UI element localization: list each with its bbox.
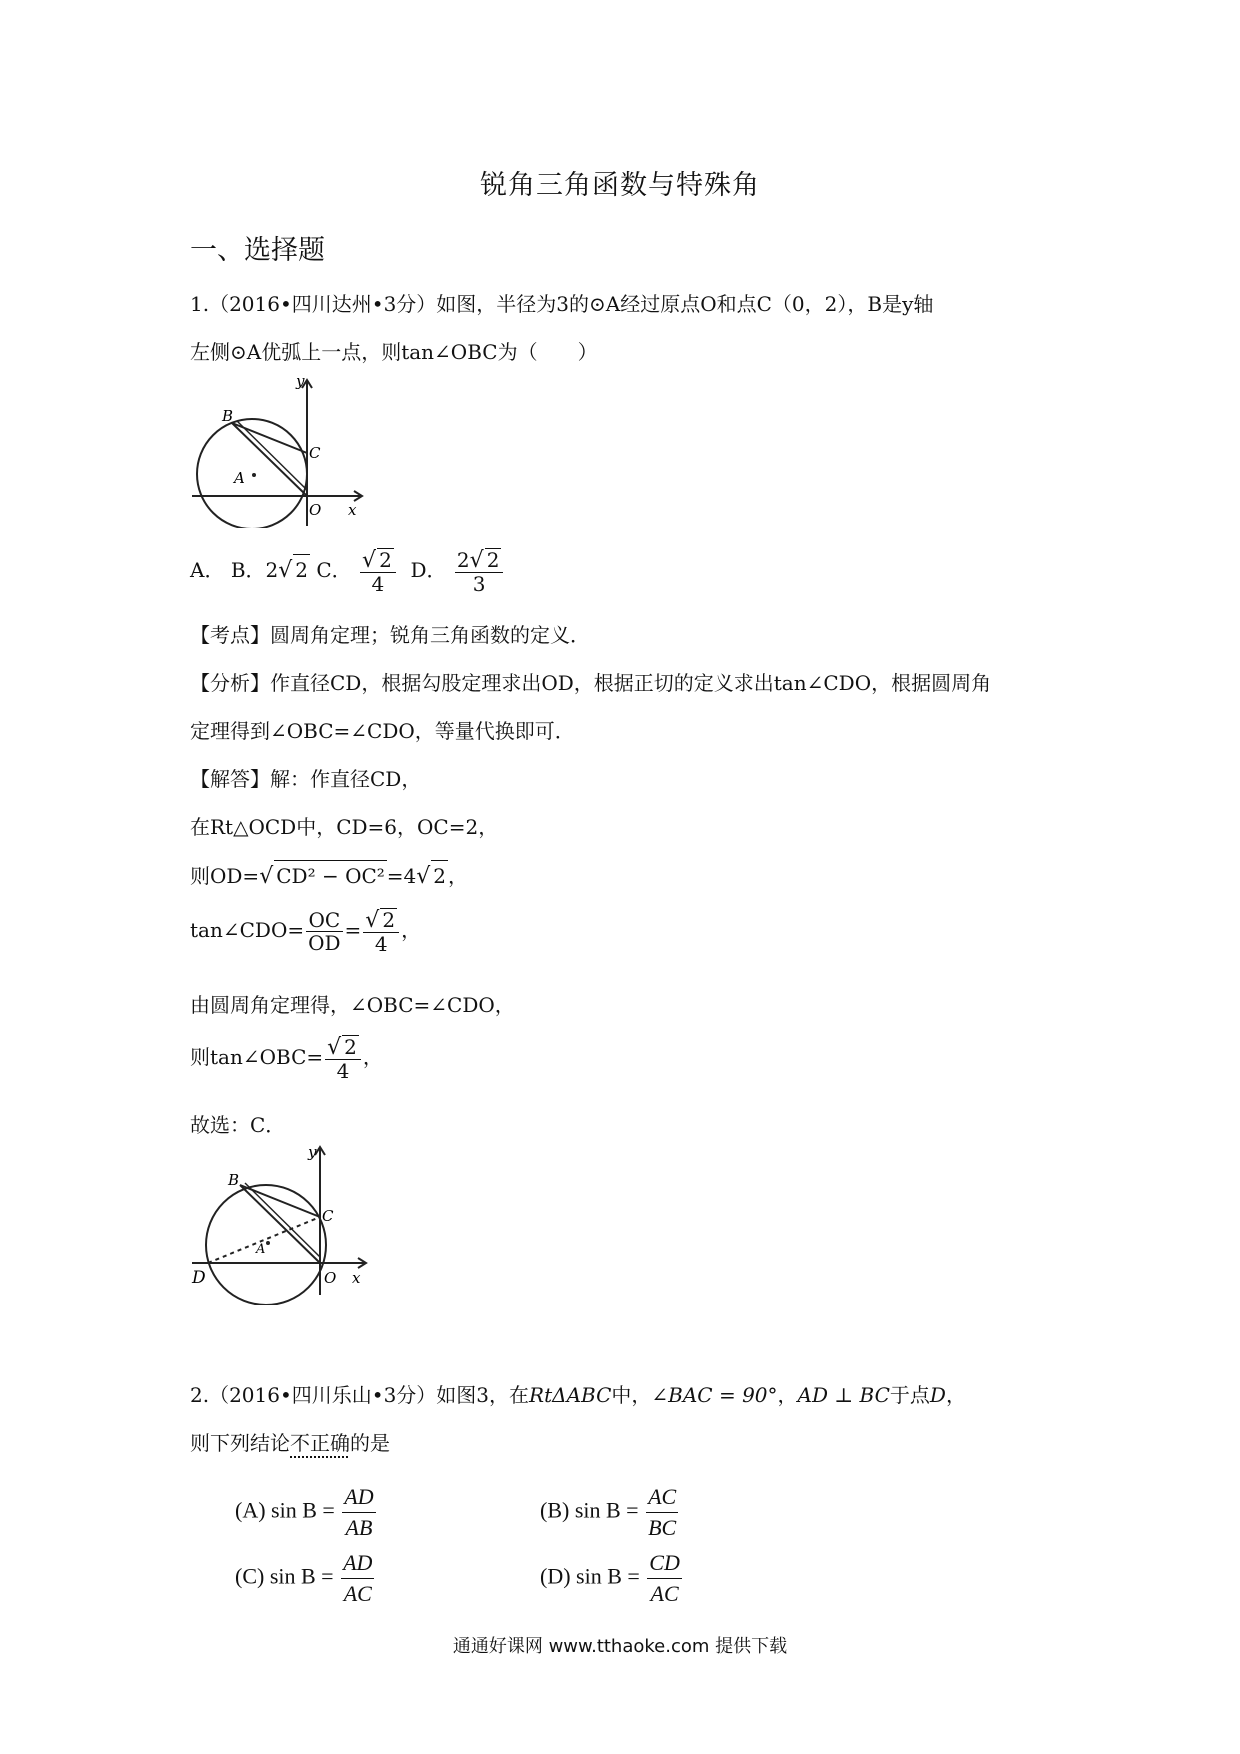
option-a: A． bbox=[190, 558, 225, 582]
q1-kaodian: 【考点】圆周角定理；锐角三角函数的定义． bbox=[190, 623, 590, 647]
option-d-fraction: $\frac{2√ 2}{3}$ bbox=[455, 548, 504, 595]
q1-step4: 由圆周角定理得，∠OBC=∠CDO， bbox=[190, 993, 515, 1017]
label-o: O bbox=[309, 501, 322, 519]
label-b-2: B bbox=[228, 1171, 240, 1189]
q2-option-d: (D) sin B = $\frac{CD}{AC}$ bbox=[540, 1550, 680, 1606]
label-x-2: x bbox=[352, 1269, 361, 1287]
q1-stem-line2: 左侧⊙A优弧上一点，则tan∠OBC为（ ） bbox=[190, 340, 598, 364]
q1-options: A． B．2√ 2 C． $\frac{√ 2}{4}$ D． $\frac{2√ 2}{3}$ bbox=[190, 548, 505, 595]
label-a-2: A bbox=[256, 1242, 266, 1257]
label-y: y bbox=[296, 378, 305, 390]
option-d: D． bbox=[410, 558, 447, 582]
q2-stem-line1: 2.（2016•四川乐山•3分）如图3，在RtΔABC中，∠BAC = 90°，AD ⊥ BC于点D， bbox=[190, 1383, 966, 1407]
q1-step1: 在Rt△OCD中，CD=6，OC=2， bbox=[190, 815, 499, 839]
label-b: B bbox=[222, 407, 234, 425]
q1-answer: 故选：C． bbox=[190, 1113, 286, 1137]
option-c-fraction: $\frac{√ 2}{4}$ bbox=[360, 548, 396, 595]
q1-fenxi-line1: 【分析】作直径CD，根据勾股定理求出OD，根据正切的定义求出tan∠CDO，根据圆周角 bbox=[190, 671, 992, 695]
label-c-2: C bbox=[322, 1207, 334, 1225]
option-c: C． bbox=[316, 558, 352, 582]
q1-stem-line1: 1.（2016•四川达州•3分）如图，半径为3的⊙A经过原点O和点C（0，2），B是y轴 bbox=[190, 292, 934, 316]
footer-source: 通通好课网 www.tthaoke.com 提供下载 bbox=[452, 1636, 788, 1657]
q2-option-a: (A) sin B = $\frac{AD}{AB}$ bbox=[235, 1484, 374, 1540]
q1-solution-figure bbox=[190, 1145, 380, 1305]
page-title: 锐角三角函数与特殊角 bbox=[480, 170, 760, 201]
label-a: A bbox=[234, 469, 245, 487]
q1-jieda: 【解答】解：作直径CD， bbox=[190, 767, 422, 791]
label-d: D bbox=[192, 1268, 206, 1288]
option-b: B．2 bbox=[230, 558, 279, 582]
q2-option-b: (B) sin B = $\frac{AC}{BC}$ bbox=[540, 1484, 677, 1540]
q1-figure bbox=[190, 378, 370, 528]
label-x: x bbox=[348, 501, 357, 519]
label-y-2: y bbox=[308, 1145, 317, 1161]
center-a-dot-2 bbox=[266, 1241, 270, 1245]
q1-step2: 则OD=√ CD² − OC² =4√ 2 ， bbox=[190, 860, 468, 892]
q1-step3: tan∠CDO= $\frac{OC}{OD}$ = $\frac{√ 2}{4}$ ， bbox=[190, 908, 422, 956]
q1-step5: 则tan∠OBC= $\frac{√ 2}{4}$ ， bbox=[190, 1035, 383, 1083]
q1-fenxi-line2: 定理得到∠OBC=∠CDO，等量代换即可． bbox=[190, 719, 575, 743]
center-a-dot bbox=[252, 473, 256, 477]
section-heading: 一、选择题 bbox=[190, 235, 325, 266]
q2-option-c: (C) sin B = $\frac{AD}{AC}$ bbox=[235, 1550, 373, 1606]
chord-bo-2 bbox=[240, 1185, 320, 1263]
label-o-2: O bbox=[324, 1269, 337, 1287]
label-c: C bbox=[309, 444, 321, 462]
q2-stem-line2: 则下列结论不正确的是 bbox=[190, 1431, 390, 1455]
